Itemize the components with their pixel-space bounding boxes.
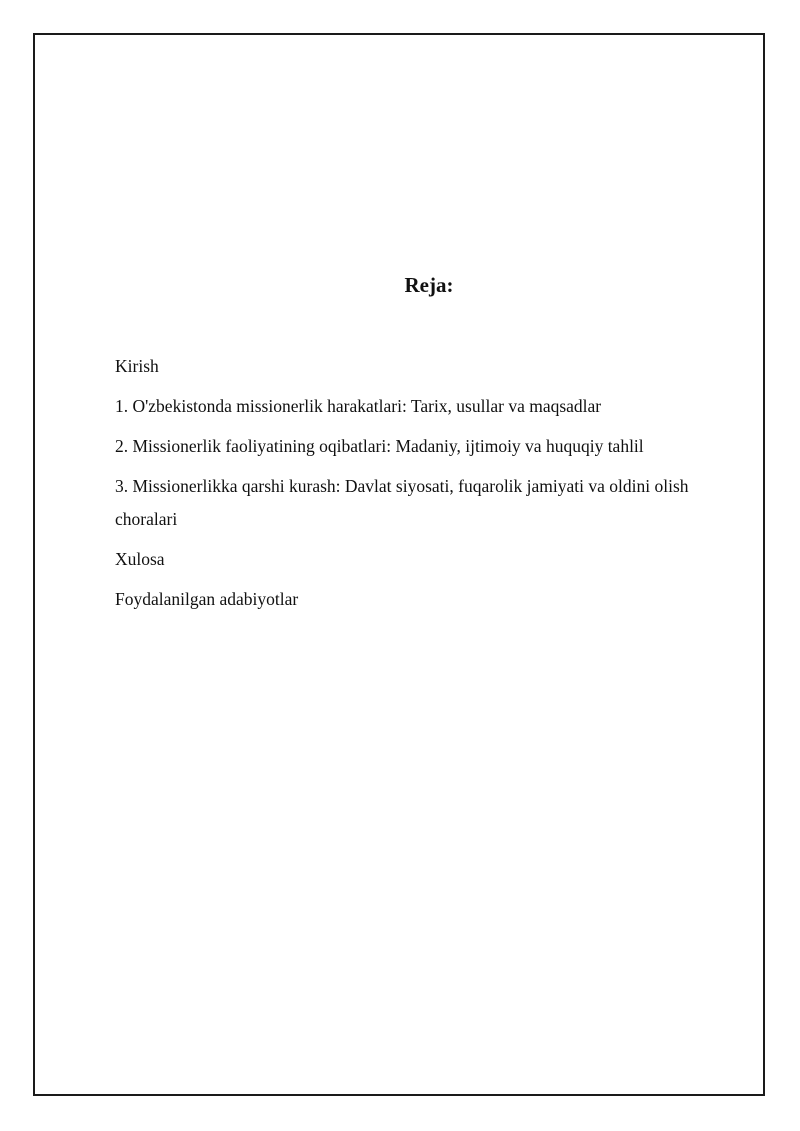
plan-item-3: 3. Missionerlikka qarshi kurash: Davlat siyosati, fuqarolik jamiyati va oldini olish choralari [115, 476, 689, 529]
document-title: Reja: [404, 273, 454, 297]
plan-item-1: 1. O'zbekistonda missionerlik harakatlari: Tarix, usullar va maqsadlar [115, 396, 602, 416]
plan-item-2: 2. Missionerlik faoliyatining oqibatlari: Madaniy, ijtimoiy va huquqiy tahlil [115, 436, 644, 456]
plan-item-references: Foydalanilgan adabiyotlar [115, 589, 299, 609]
plan-item-conclusion: Xulosa [115, 549, 165, 569]
plan-item-intro: Kirish [115, 356, 159, 376]
plan-list [115, 350, 740, 623]
